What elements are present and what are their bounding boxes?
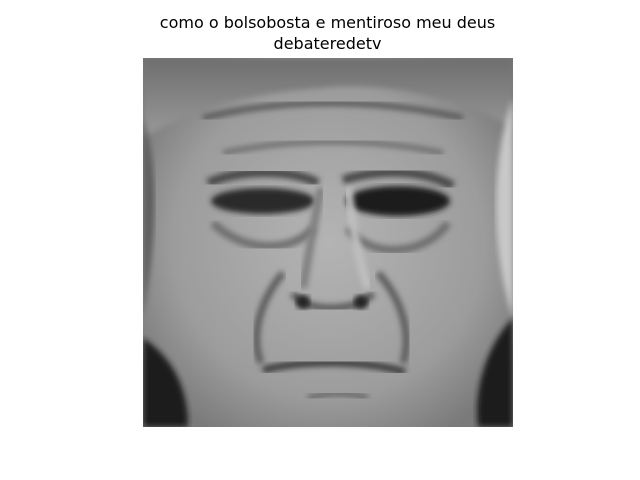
right-eye	[346, 186, 450, 216]
right-nostril	[354, 295, 368, 309]
face-image-svg	[143, 58, 513, 427]
figure-title	[0, 12, 640, 54]
left-nostril	[296, 295, 310, 309]
figure-title-line-1: como o bolsobosta e mentiroso meu deus	[159, 13, 496, 32]
face-image	[143, 58, 513, 427]
figure-title-line-2: debateredetv	[273, 34, 382, 53]
left-eye	[211, 188, 315, 214]
face-skin	[143, 58, 513, 427]
